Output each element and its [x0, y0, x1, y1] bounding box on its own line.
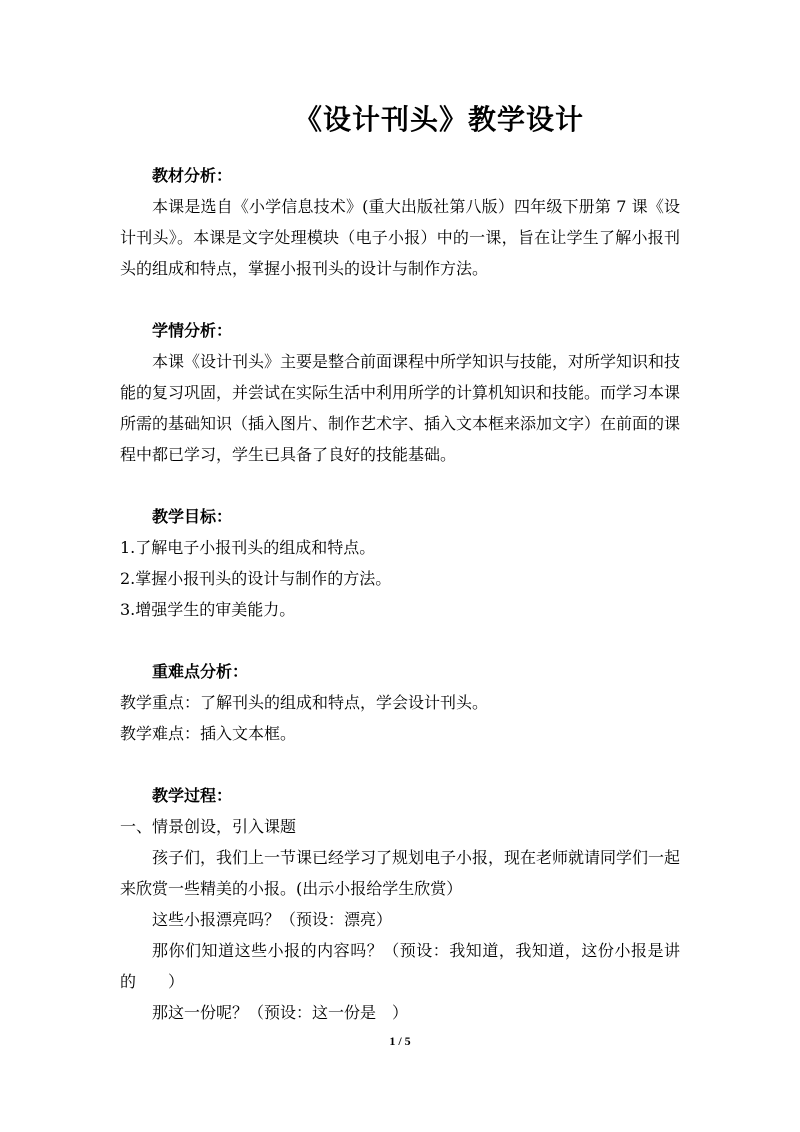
paragraph: 那你们知道这些小报的内容吗？（预设：我知道，我知道，这份小报是讲的 ） [120, 941, 680, 991]
goal-item: 3.增强学生的审美能力。 [120, 600, 296, 619]
section-heading-teaching-goals: 教学目标： [152, 507, 233, 526]
document-body [120, 160, 680, 1028]
section-heading-teaching-process: 教学过程： [152, 786, 233, 805]
section-heading-key-points: 重难点分析： [152, 662, 249, 681]
paragraph: 这些小报漂亮吗？（预设：漂亮） [152, 910, 393, 929]
goal-item: 2.掌握小报刊头的设计与制作的方法。 [120, 569, 392, 588]
key-point-item: 教学重点：了解刊头的组成和特点，学会设计刊头。 [120, 693, 489, 712]
section-heading-student-analysis: 学情分析： [152, 321, 233, 340]
page-number: 1 / 5 [389, 1034, 411, 1048]
paragraph: 那这一份呢？（预设：这一份是 ） [152, 1003, 409, 1022]
key-point-item: 教学难点：插入文本框。 [120, 724, 297, 743]
paragraph: 本课《设计刊头》主要是整合前面课程中所学知识与技能，对所学知识和技能的复习巩固，并尝试在实际生活中利用所学的计算机知识和技能。而学习本课所需的基础知识（插入图片、制作艺术字、插入文本框来添加文字）在前面的课程中都已学习，学生已具备了良好的技能基础。 [120, 352, 681, 464]
document-title: 《设计刊头》教学设计 [293, 103, 584, 136]
section-heading-textbook-analysis: 教材分析： [152, 166, 233, 185]
paragraph: 本课是选自《小学信息技术》(重大出版社第八版）四年级下册第 7 课《设计刊头》。本课是文字处理模块（电子小报）中的一课，旨在让学生了解小报刊头的组成和特点，掌握小报刊头的设计与制作方法。 [120, 197, 680, 278]
process-step-title: 一、情景创设，引入课题 [120, 817, 297, 836]
paragraph: 孩子们，我们上一节课已经学习了规划电子小报，现在老师就请同学们一起来欣赏一些精美的小报。(出示小报给学生欣赏） [120, 848, 681, 898]
goal-item: 1.了解电子小报刊头的组成和特点。 [120, 538, 376, 557]
